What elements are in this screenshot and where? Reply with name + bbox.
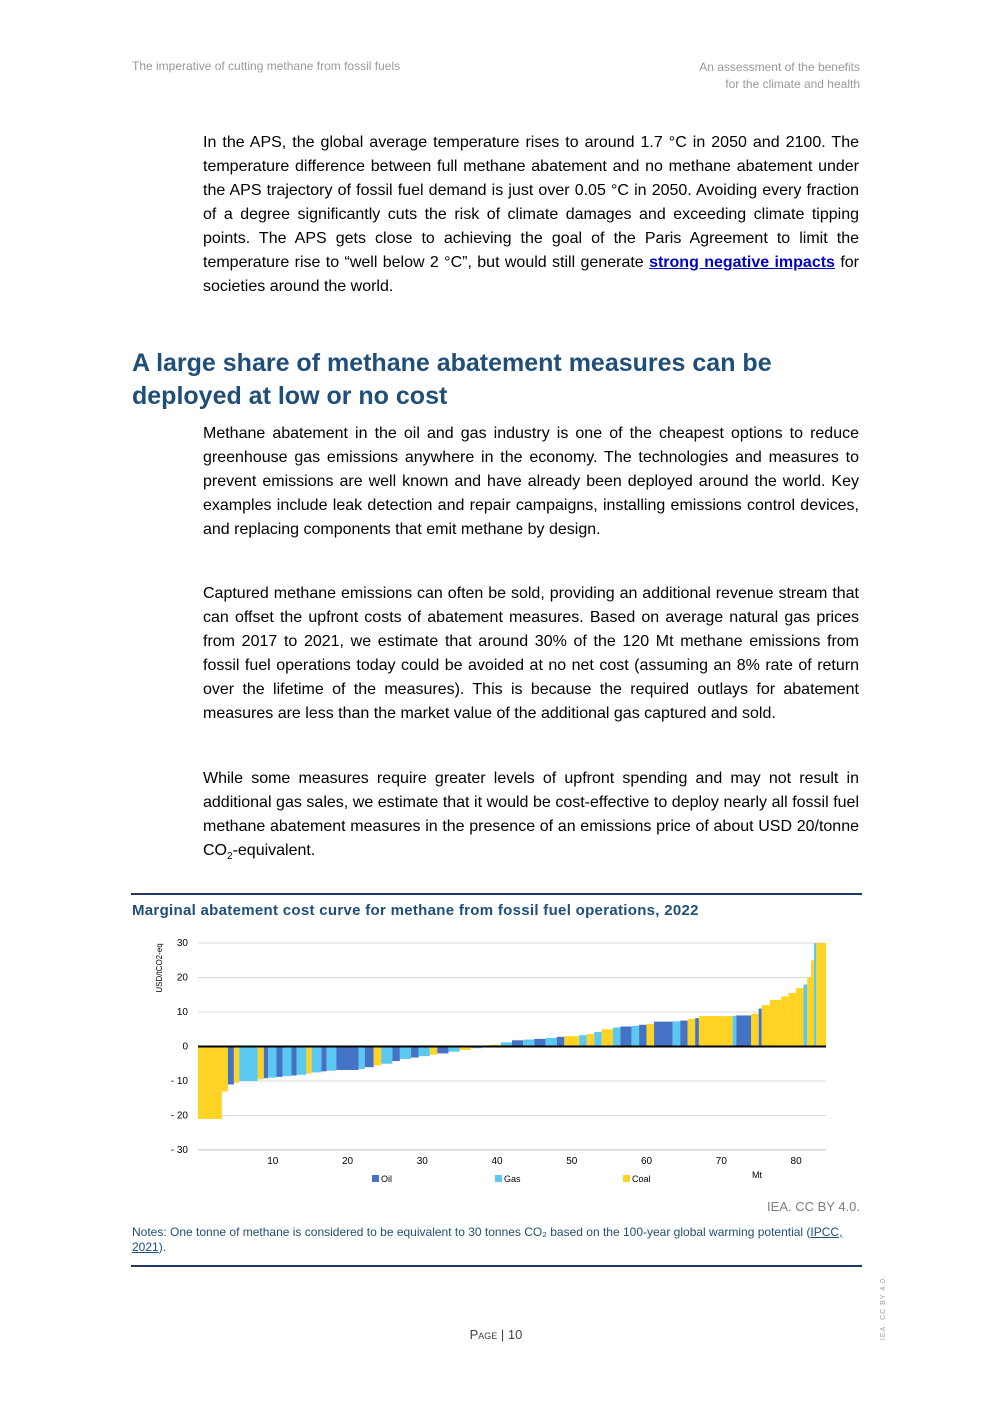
side-credit: IEA. CC BY 4.0. bbox=[880, 1275, 887, 1341]
cost-bar-coal bbox=[781, 996, 788, 1046]
cost-bar-coal bbox=[258, 1047, 264, 1080]
cost-bar-gas bbox=[297, 1047, 307, 1075]
y-tick-label: - 10 bbox=[170, 1076, 188, 1087]
chart-y-ticks bbox=[171, 938, 189, 1156]
cost-bar-coal bbox=[647, 1024, 654, 1046]
cost-bar-gas bbox=[282, 1047, 291, 1077]
cost-bar-gas bbox=[673, 1021, 680, 1046]
cost-bar-coal bbox=[602, 1029, 613, 1046]
cost-bar-coal bbox=[816, 943, 826, 1047]
cost-bar-oil bbox=[534, 1039, 545, 1047]
chart-y-axis-label bbox=[155, 943, 164, 992]
cost-bar-gas bbox=[546, 1038, 557, 1047]
figure-credit: IEA. CC BY 4.0. bbox=[767, 1199, 860, 1214]
cost-bar-oil bbox=[336, 1047, 358, 1070]
cost-bar-coal bbox=[222, 1047, 228, 1092]
cost-bar-gas bbox=[268, 1047, 276, 1078]
paragraph-aps-temperature bbox=[203, 131, 859, 299]
cost-bar-gas bbox=[594, 1032, 601, 1046]
cost-bar-coal bbox=[234, 1047, 239, 1083]
y-tick-label: 30 bbox=[176, 938, 188, 949]
legend-label-coal: Coal bbox=[632, 1174, 651, 1184]
cost-bar-oil bbox=[392, 1047, 399, 1061]
y-axis-label-text: USD/tCO2-eq bbox=[155, 943, 164, 993]
x-tick-label: 30 bbox=[416, 1156, 428, 1167]
figure-title: Marginal abatement cost curve for methane from fossil fuel operations, 2022 bbox=[132, 902, 699, 919]
legend-label-oil: Oil bbox=[381, 1174, 392, 1184]
x-tick-label: 60 bbox=[641, 1156, 653, 1167]
y-tick-label: 10 bbox=[176, 1007, 188, 1018]
cost-bar-gas bbox=[632, 1026, 639, 1047]
running-header-right-line1: An assessment of the benefits bbox=[699, 60, 860, 74]
chart-legend bbox=[372, 1174, 651, 1184]
page-separator: | bbox=[500, 1327, 505, 1342]
chart-x-ticks bbox=[267, 1156, 802, 1167]
x-tick-label: 10 bbox=[267, 1156, 279, 1167]
chart-x-axis-label bbox=[752, 1170, 762, 1180]
cost-bar-oil bbox=[695, 1018, 699, 1046]
cost-bar-gas bbox=[733, 1016, 737, 1047]
figure-bottom-rule bbox=[131, 1265, 862, 1267]
cost-bar-coal bbox=[306, 1047, 311, 1074]
page-number-value: 10 bbox=[507, 1327, 523, 1342]
cost-bar-coal bbox=[699, 1016, 733, 1046]
ipcc-2021-link[interactable]: IPCC, 2021 bbox=[132, 1225, 843, 1254]
cost-bar-gas bbox=[239, 1047, 258, 1082]
legend-label-gas: Gas bbox=[504, 1174, 521, 1184]
running-header-right bbox=[699, 59, 860, 93]
strong-negative-impacts-link[interactable]: strong negative impacts bbox=[649, 254, 835, 271]
co2-subscript: 2 bbox=[227, 851, 233, 863]
x-tick-label: 20 bbox=[341, 1156, 354, 1167]
cost-bar-oil bbox=[654, 1022, 673, 1047]
figure-top-rule bbox=[131, 893, 862, 895]
cost-bar-oil bbox=[228, 1047, 234, 1085]
cost-bar-gas bbox=[419, 1047, 430, 1057]
cost-bar-gas bbox=[312, 1047, 322, 1073]
x-axis-label-text: Mt bbox=[752, 1170, 762, 1180]
cost-bar-coal bbox=[811, 960, 814, 1046]
y-tick-label: 0 bbox=[182, 1041, 188, 1053]
paragraph-emissions-price bbox=[203, 767, 859, 869]
running-header-left: The imperative of cutting methane from fossil fuels bbox=[132, 59, 401, 73]
section-heading: A large share of methane abatement measures can be deployed at low or no cost bbox=[132, 349, 772, 410]
cost-bar-coal bbox=[198, 1047, 222, 1119]
cost-bar-oil bbox=[365, 1047, 374, 1068]
cost-bar-gas bbox=[804, 984, 808, 1046]
cost-bar-oil bbox=[620, 1026, 631, 1046]
page-word: Page bbox=[469, 1327, 498, 1342]
cost-bar-coal bbox=[430, 1047, 437, 1055]
paragraph-oil-gas-abatement: Methane abatement in the oil and gas industry is one of the cheapest options to reduce greenhouse gas emissions anywhere in the economy. The technologies and measures to prevent emissions are well known and have already been deployed around the world. Key examples include leak detection and repair campaigns, installing emissions control devices, and replacing components that emit methane by design. bbox=[203, 425, 859, 538]
x-tick-label: 70 bbox=[715, 1156, 727, 1167]
paragraph-aps-text-end: for societies around the world. bbox=[203, 254, 859, 295]
paragraph-captured-methane: Captured methane emissions can often be sold, providing an additional revenue stream that can offset the upfront costs of abatement measures. Based on average natural gas prices from 2017 to 2021, we estimate that around 30% of the 120 Mt methane emissions from fossil fuel operations today could be avoided at no net cost (assuming an 8% rate of return over the lifetime of the measures). This is because the required outlays for abatement measures are less than the market value of the additional gas captured and sold. bbox=[203, 585, 859, 722]
cost-bar-coal bbox=[374, 1047, 381, 1066]
cost-bar-gas bbox=[327, 1047, 337, 1071]
cost-bar-oil bbox=[736, 1015, 751, 1046]
x-tick-label: 80 bbox=[790, 1156, 802, 1167]
cost-bar-oil bbox=[557, 1037, 564, 1047]
page-number bbox=[0, 1327, 992, 1342]
cost-bar-coal bbox=[770, 1000, 781, 1047]
cost-bar-oil bbox=[291, 1047, 296, 1076]
cost-bar-coal bbox=[751, 1014, 758, 1047]
legend-swatch-coal bbox=[623, 1175, 630, 1182]
cost-bar-gas bbox=[613, 1028, 620, 1047]
cost-bar-coal bbox=[807, 978, 811, 1047]
legend-swatch-gas bbox=[495, 1175, 502, 1182]
paragraph-emissions-price-text: While some measures require greater levels of upfront spending and may not result in additional gas sales, we estimate that it would be cost-effective to deploy nearly all fossil fuel methane abatement measures in the presence of an emissions price of about USD 20/tonne CO bbox=[203, 770, 859, 859]
cost-bar-coal bbox=[796, 988, 803, 1047]
cost-bar-coal bbox=[688, 1019, 695, 1047]
cost-bar-coal bbox=[762, 1005, 770, 1046]
cost-bar-coal bbox=[564, 1036, 579, 1046]
cost-bar-oil bbox=[264, 1047, 268, 1079]
figure-notes bbox=[132, 1225, 852, 1255]
cost-bar-coal bbox=[789, 993, 796, 1046]
cost-bar-gas bbox=[814, 943, 816, 1047]
paragraph-emissions-price-tail: -equivalent. bbox=[232, 842, 316, 859]
chart-bars bbox=[198, 943, 826, 1119]
cost-bar-gas bbox=[359, 1047, 365, 1069]
y-tick-label: 20 bbox=[176, 972, 188, 984]
cost-bar-oil bbox=[680, 1021, 687, 1047]
legend-swatch-oil bbox=[372, 1175, 379, 1182]
abatement-cost-chart bbox=[150, 930, 850, 1190]
cost-bar-gas bbox=[579, 1035, 586, 1046]
cost-bar-oil bbox=[437, 1047, 448, 1054]
x-tick-label: 50 bbox=[566, 1156, 578, 1167]
figure-notes-text: Notes: One tonne of methane is considered to be equivalent to 30 tonnes CO₂ based on the 100-year global warming potential ( bbox=[132, 1225, 811, 1239]
cost-bar-oil bbox=[639, 1025, 646, 1047]
x-tick-label: 40 bbox=[491, 1156, 503, 1167]
cost-bar-oil bbox=[411, 1047, 418, 1058]
cost-bar-oil bbox=[277, 1047, 283, 1077]
y-tick-label: - 30 bbox=[170, 1145, 188, 1156]
y-tick-label: - 20 bbox=[170, 1110, 188, 1122]
cost-bar-oil bbox=[759, 1009, 762, 1047]
cost-bar-gas bbox=[381, 1047, 392, 1064]
cost-bar-gas bbox=[400, 1047, 411, 1059]
figure-notes-end: ). bbox=[158, 1240, 167, 1254]
running-header-right-line2: for the climate and health bbox=[725, 77, 860, 91]
cost-bar-coal bbox=[587, 1034, 594, 1046]
cost-bar-gas bbox=[523, 1040, 534, 1047]
cost-bar-oil bbox=[321, 1047, 326, 1072]
paragraph-aps-text: In the APS, the global average temperature rises to around 1.7 °C in 2050 and 2100. The temperature difference between full methane abatement and no methane abatement under the APS trajectory of fossil fuel demand is just over 0.05 °C in 2050. Avoiding every fraction of a degree significantly cuts the risk of climate damages and exceeding climate tipping points. The APS gets close to achieving the goal of the Paris Agreement to limit the temperature rise to “well below 2 °C”, but would still generate bbox=[203, 134, 859, 271]
